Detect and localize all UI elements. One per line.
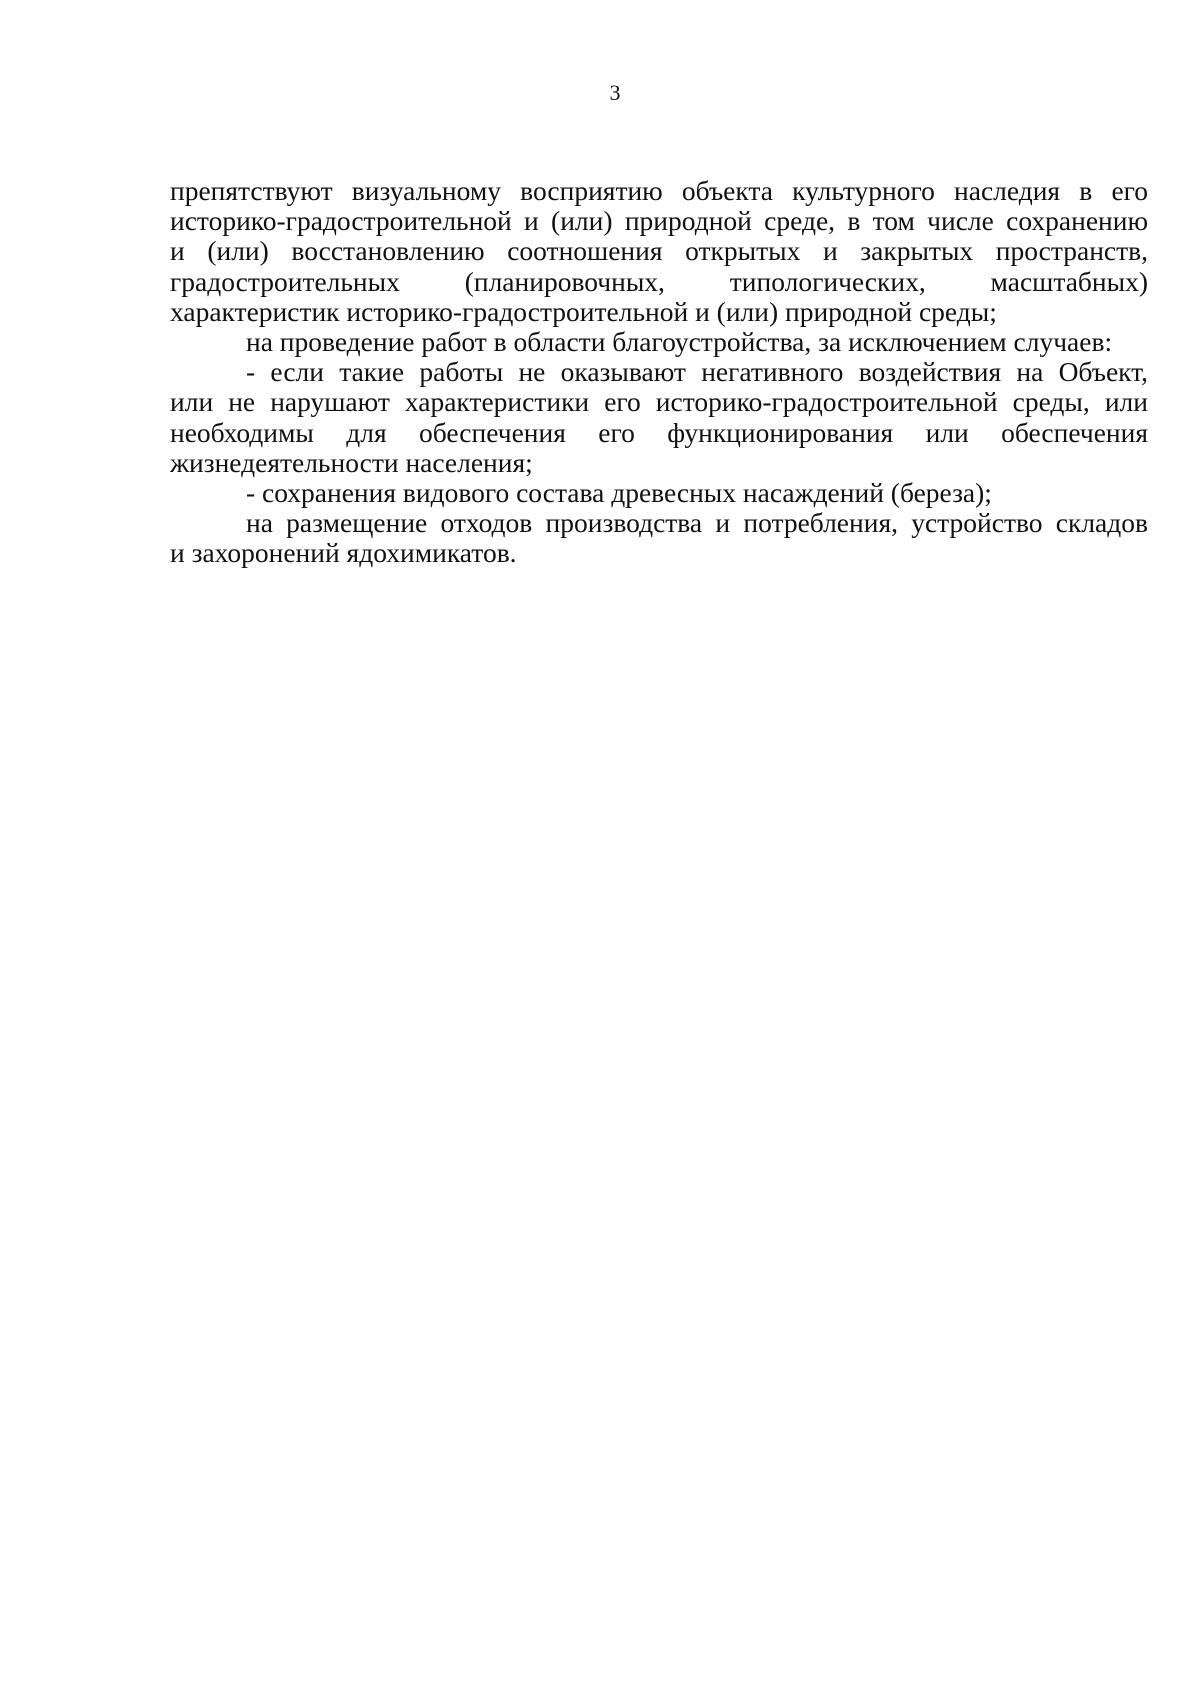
text-line: историко-градостроительной и (или) природной среде, в том числе сохранению <box>170 205 1148 237</box>
text-line: характеристик историко-градостроительной и (или) природной среды; <box>170 295 997 327</box>
text-line: - если такие работы не оказывают негативного воздействия на Объект, <box>246 356 1148 388</box>
text-line: на размещение отходов производства и потребления, устройство складов <box>246 507 1148 539</box>
text-line: препятствуют визуальному восприятию объекта культурного наследия в его <box>170 175 1148 206</box>
text-line: или не нарушают характеристики его историко-градостроительной среды, или <box>170 386 1148 418</box>
text-line: градостроительных (планировочных, типологических, масштабных) <box>170 265 1148 297</box>
body-text <box>170 176 1148 568</box>
text-line: - сохранения видового состава древесных насаждений (береза); <box>246 476 992 508</box>
text-line: жизнедеятельности населения; <box>170 446 533 478</box>
text-line: и (или) восстановлению соотношения открытых и закрытых пространств, <box>170 235 1148 267</box>
text-line: необходимы для обеспечения его функционирования или обеспечения <box>170 416 1148 448</box>
text-line: на проведение работ в области благоустройства, за исключением случаев: <box>246 325 1113 357</box>
page-number: 3 <box>609 80 621 105</box>
text-line: и захоронений ядохимикатов. <box>170 537 517 569</box>
